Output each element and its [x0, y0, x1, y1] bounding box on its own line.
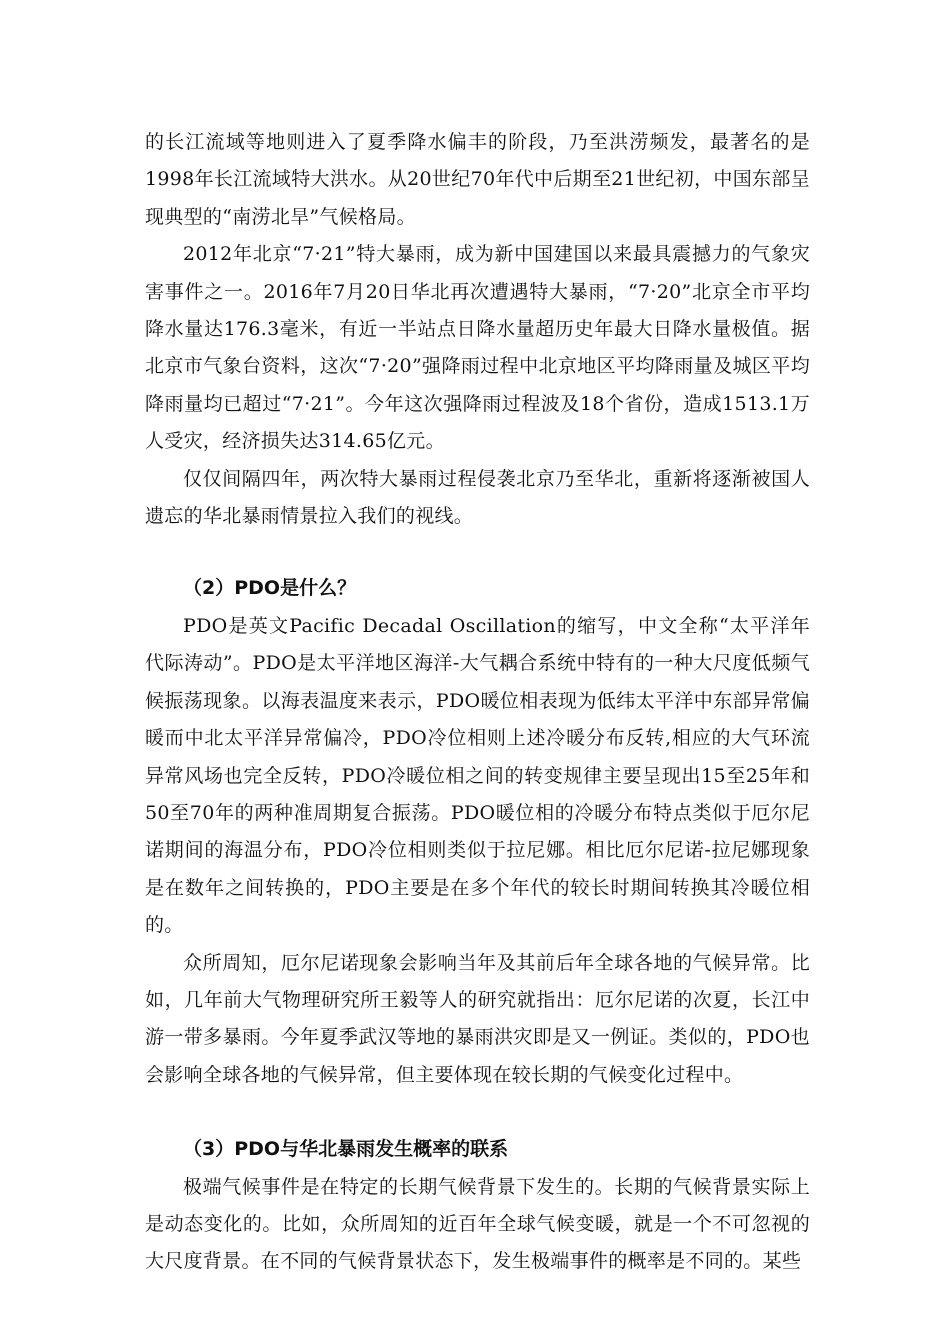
paragraph-pdo-definition: PDO是英文Pacific Decadal Oscillation的缩写，中文全称“太平洋年代际涛动”。PDO是太平洋地区海洋-大气耦合系统中特有的一种大尺度低频气候振荡现象。以海表温度来表示，PDO暖位相表现为低纬太平洋中东部异常偏暖而中北太平洋异常偏冷，PDO冷位相则上述冷暖分布反转,相应的大气环流异常风场也完全反转，PDO冷暖位相之间的转变规律主要呈现出15至25年和50至70年的两种准周期复合振荡。PDO暖位相的冷暖分布特点类似于厄尔尼诺期间的海温分布，PDO冷位相则类似于拉尼娜。相比厄尔尼诺-拉尼娜现象是在数年之间转换的，PDO主要是在多个年代的较长时期间转换其冷暖位相的。 — [145, 614, 810, 937]
paragraph-extreme-events: 极端气候事件是在特定的长期气候背景下发生的。长期的气候背景实际上是动态变化的。比如，众所周知的近百年全球气候变暖，就是一个不可忽视的大尺度背景。在不同的气候背景状态下，发生极端事件的概率是不同的。某些 — [145, 1175, 810, 1273]
section-spacer — [145, 1094, 810, 1131]
paragraph-four-years: 仅仅间隔四年，两次特大暴雨过程侵袭北京乃至华北，重新将逐渐被国人遗忘的华北暴雨情景拉入我们的视线。 — [145, 467, 810, 528]
paragraph-el-nino-influence: 众所周知，厄尔尼诺现象会影响当年及其前后年全球各地的气候异常。比如，几年前大气物理研究所王毅等人的研究就指出：厄尔尼诺的次夏，长江中游一带多暴雨。今年夏季武汉等地的暴雨洪灾即是又一例证。类似的，PDO也会影响全球各地的气候异常，但主要体现在较长期的气候变化过程中。 — [145, 951, 810, 1086]
section-heading-what-is-pdo: （2）PDO是什么？ — [183, 577, 357, 600]
paragraph-continued: 的长江流域等地则进入了夏季降水偏丰的阶段，乃至洪涝频发，最著名的是1998年长江流域特大洪水。从20世纪70年代中后期至21世纪初，中国东部呈现典型的“南涝北旱”气候格局。 — [145, 131, 810, 228]
section-spacer — [145, 535, 810, 570]
section-heading-pdo-rainstorm-link: （3）PDO与华北暴雨发生概率的联系 — [183, 1138, 509, 1161]
paragraph-beijing-rainstorm: 2012年北京“7·21”特大暴雨，成为新中国建国以来最具震撼力的气象灾害事件之一。2016年7月20日华北再次遭遇特大暴雨，“7·20”北京全市平均降水量达176.3毫米，有近一半站点日降水量超历史年最大日降水量极值。据北京市气象台资料，这次“7·20”强降雨过程中北京地区平均降雨量及城区平均降雨量均已超过“7·21”。今年这次强降雨过程波及18个省份，造成1513.1万人受灾，经济损失达314.65亿元。 — [145, 243, 810, 453]
document-body — [145, 124, 810, 1281]
